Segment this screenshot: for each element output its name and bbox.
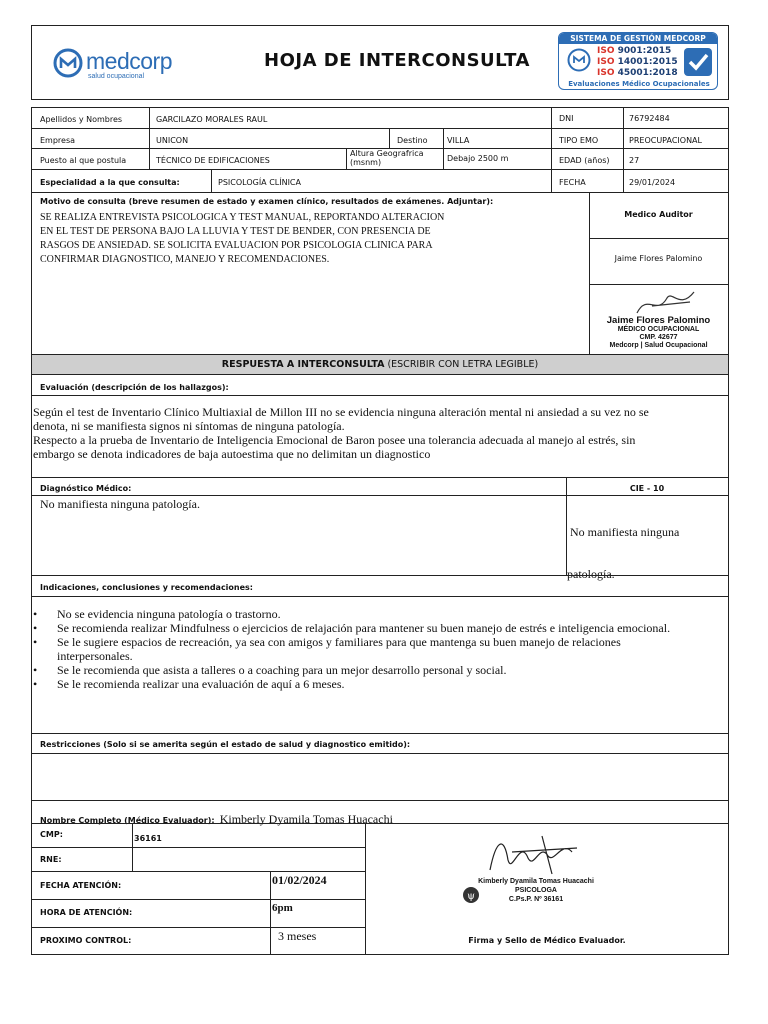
respuesta-banner [32,355,728,375]
hora-atencion-label: HORA DE ATENCIÓN: [40,908,133,917]
evaluator-stamp [462,830,612,920]
cie-label: CIE - 10 [629,484,665,493]
motivo-line: RASGOS DE ANSIEDAD. SE SOLICITA EVALUACION POR PSICOLOGIA CLINICA PARA [40,240,433,251]
checkmark-icon [683,47,713,77]
auditor-signature-icon [632,288,702,318]
medcorp-logo-icon [52,46,88,82]
page-title: HOJA DE INTERCONSULTA [264,50,530,71]
cie-value[interactable] [567,497,725,609]
dni-label: DNI [559,114,574,123]
specialty-value[interactable]: PSICOLOGÍA CLÍNICA [218,178,301,187]
evaluation-label: Evaluación (descripción de los hallazgos): [40,383,229,392]
evaluator-stamp-title: PSICOLOGA [514,887,557,894]
cmp-value[interactable]: 36161 [134,834,162,843]
fecha-atencion-value[interactable]: 01/02/2024 [272,873,327,887]
auditor-stamp-name: Jaime Flores Palomino [606,315,711,326]
certification-badge [558,32,718,90]
specialty-label: Especialidad a la que consulta: [40,178,180,187]
cert-title: SISTEMA DE GESTIÓN MEDCORP [559,33,717,44]
position-label: Puesto al que postula [40,156,127,165]
evaluation-text[interactable] [33,405,727,461]
position-value[interactable]: TÉCNICO DE EDIFICACIONES [156,156,270,165]
name-label: Apellidos y Nombres [40,115,123,124]
iso-tag: ISO [597,68,615,78]
cmp-label: CMP: [40,830,63,839]
proximo-control-label: PROXIMO CONTROL: [40,936,132,945]
destination-label: Destino [397,136,428,145]
evaluation-line: embargo se denota indicadores de baja autoestima que no delimitan un diagnostico [33,447,431,461]
company-value[interactable]: UNICON [156,136,189,145]
recommendations-label: Indicaciones, conclusiones y recomendaciones: [40,583,254,592]
destination-value[interactable]: VILLA [447,136,470,145]
recommendation-item: • No se evidencia ninguna patología o trastorno. [33,607,727,621]
auditor-stamp-org: Medcorp | Salud Ocupacional [609,342,708,349]
iso-tag: ISO [597,57,615,67]
dni-value[interactable]: 76792484 [629,114,670,123]
company-label: Empresa [40,136,76,145]
recommendation-item: • Se le recomienda realizar una evaluación de aquí a 6 meses. [33,677,727,691]
motivo-line: EN EL TEST DE PERSONA BAJO LA LLUVIA Y TEST DE BENDER, CON PRESENCIA DE [40,226,431,237]
form-box [31,107,729,955]
diagnosis-label: Diagnóstico Médico: [40,484,132,493]
logo-tagline: salud ocupacional [88,73,145,80]
iso-line [597,68,679,79]
age-value[interactable]: 27 [629,156,640,165]
date-value[interactable]: 29/01/2024 [629,178,676,187]
evaluator-name-value[interactable]: Kimberly Dyamila Tomas Huacachi [219,812,393,826]
iso-code: 45001:2018 [617,68,678,78]
auditor-stamp-cmp: CMP. 42677 [639,334,678,341]
diagnosis-value[interactable]: No manifiesta ninguna patología. [40,497,200,511]
iso-code: 9001:2015 [617,46,672,56]
recommendation-item: • Se le recomienda que asista a talleres o a coaching para un mejor desarrollo personal y social. [33,663,727,677]
recommendation-item: • Se le sugiere espacios de recreación, ya sea con amigos y familiares para que mantenga su buen manejo de relaciones [33,635,727,649]
recommendation-item: • Se recomienda realizar Mindfulness o ejercicios de relajación para mantener su buen manejo de estrés e inteligencia emocional. [33,621,727,635]
restrictions-label: Restricciones (Solo si se amerita según el estado de salud y diagnostico emitido): [40,740,411,749]
altitude-label: Altura Geografrica (msnm) [350,149,424,167]
auditor-stamp [592,288,725,352]
medcorp-logo [52,46,192,82]
evaluator-stamp-name: Kimberly Dyamila Tomas Huacachi [478,878,594,885]
hora-atencion-value[interactable]: 6pm [272,902,293,914]
respuesta-subtitle: (ESCRIBIR CON LETRA LEGIBLE) [384,359,539,370]
evaluator-stamp-cpsp: C.Ps.P. Nº 36161 [508,896,564,903]
recommendation-continuation: interpersonales. [57,649,133,663]
auditor-stamp-title: MÉDICO OCUPACIONAL [617,326,700,333]
recommendations-list[interactable] [33,607,727,691]
evaluation-line: Respecto a la prueba de Inventario de Inteligencia Emocional de Baron posee una tolerancia adecuada al manejo al estrés, sin [33,433,636,447]
respuesta-title: RESPUESTA A INTERCONSULTA [221,359,385,370]
cert-footer: Evaluaciones Médico Ocupacionales [568,80,710,88]
iso-tag: ISO [597,46,615,56]
motivo-label: Motivo de consulta (breve resumen de estado y examen clínico, resultados de exámenes. Adjuntar): [40,197,494,206]
motivo-text[interactable] [40,211,580,267]
iso-line [597,46,679,57]
name-value[interactable]: GARCILAZO MORALES RAUL [156,115,268,124]
signature-label: Firma y Sello de Médico Evaluador. [468,936,626,945]
tipo-emo-label: TIPO EMO [559,136,599,145]
evaluation-line: denota, ni se manifiesta signos ni síntomas de ninguna patología. [33,419,345,433]
auditor-label: Medico Auditor [624,210,693,219]
fecha-atencion-label: FECHA ATENCIÓN: [40,881,122,890]
proximo-control-value[interactable]: 3 meses [278,929,317,943]
motivo-line: CONFIRMAR DIAGNOSTICO, MANEJO Y RECOMENDACIONES. [40,254,330,265]
svg-text:ψ: ψ [467,891,475,902]
iso-line [597,57,679,68]
rne-value[interactable] [133,848,364,870]
logo-name: medcorp [86,48,172,74]
cie-line: No manifiesta ninguna [567,525,680,539]
motivo-line: SE REALIZA ENTREVISTA PSICOLOGICA Y TEST MANUAL, REPORTANDO ALTERACION [40,212,445,223]
age-label: EDAD (años) [559,156,610,165]
cie-line: patología. [567,567,615,581]
evaluator-signature-icon [482,830,592,880]
rne-label: RNE: [40,855,62,864]
evaluation-line: Según el test de Inventario Clínico Multiaxial de Millon III no se evidencia ninguna alteración mental ni ansiedad a su vez no se [33,405,649,419]
altitude-value[interactable]: Debajo 2500 m [447,154,509,163]
evaluator-name-label: Nombre Completo (Médico Evaluador): [40,816,215,825]
date-label: FECHA [559,178,586,187]
tipo-emo-value[interactable]: PREOCUPACIONAL [629,136,702,145]
iso-code: 14001:2015 [617,57,678,67]
iso-list [597,46,679,79]
restrictions-field[interactable] [33,754,727,800]
evaluator-name-row [40,808,393,827]
auditor-name: Jaime Flores Palomino [614,254,703,263]
header-box [31,25,729,100]
medcorp-seal-icon [567,48,591,72]
